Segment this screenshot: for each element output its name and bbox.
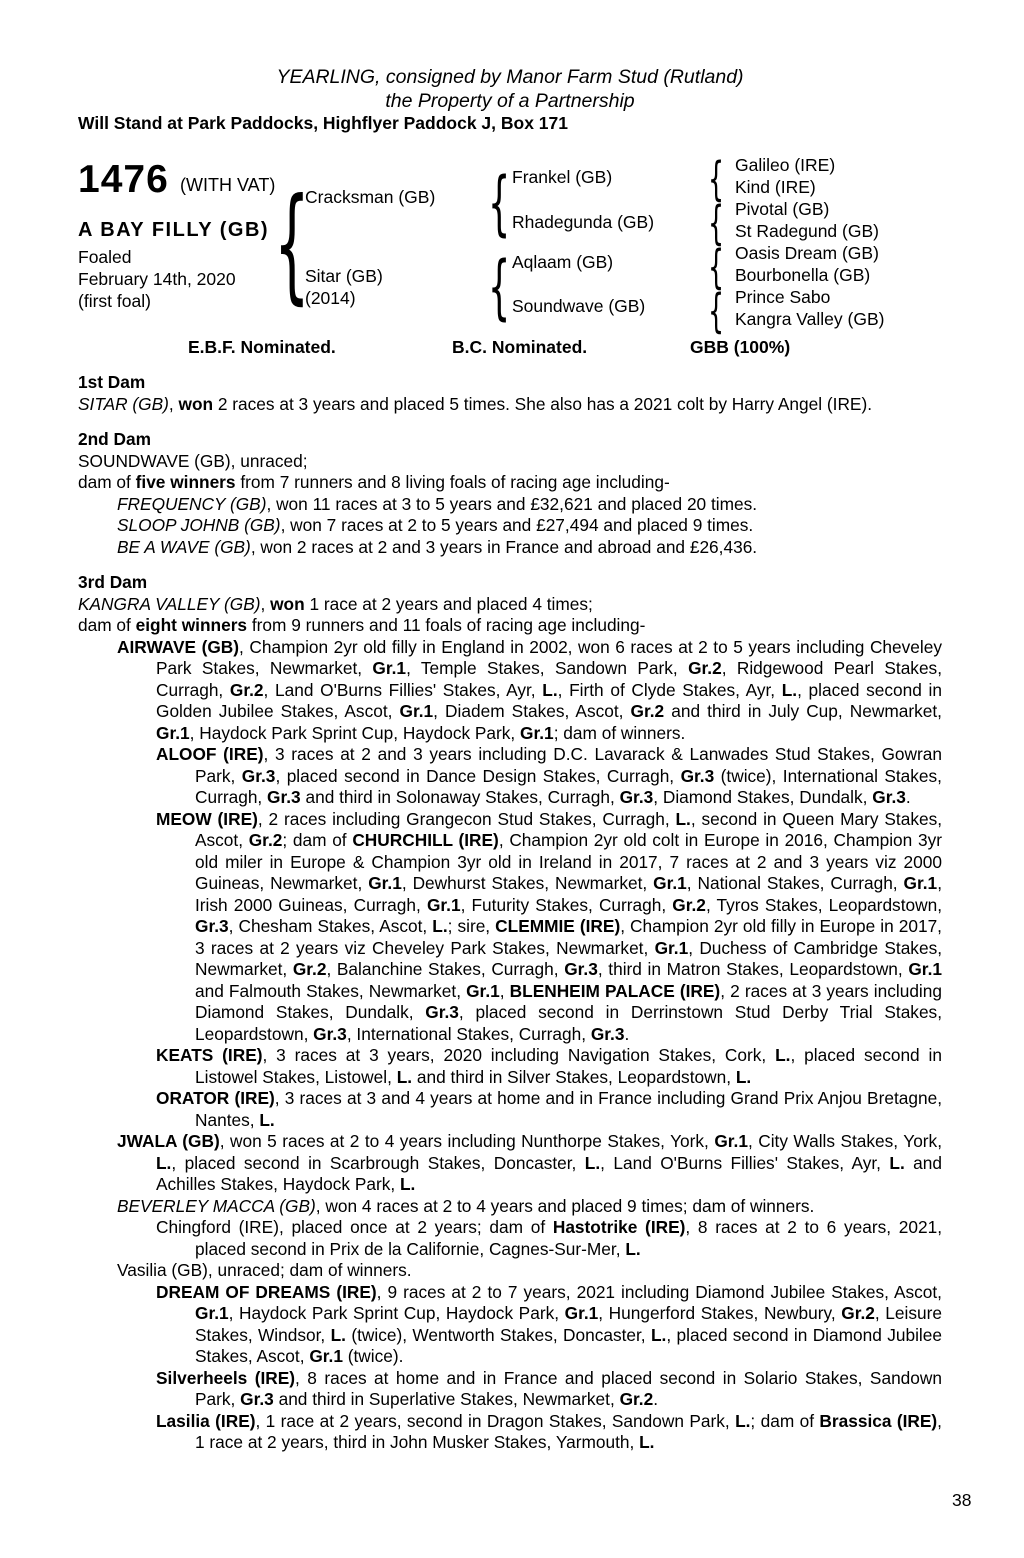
text-run: , won 2 races at 2 and 3 years in France and abroad and £26,436. — [250, 536, 758, 557]
text-run: , Haydock Park Sprint Cup, Haydock Park, — [228, 1303, 565, 1323]
vat-note: (WITH VAT) — [180, 175, 276, 195]
text-run: FREQUENCY (GB) — [117, 493, 267, 514]
text-run: AIRWAVE (GB) — [117, 636, 240, 657]
text-run: . — [905, 787, 911, 807]
pedigree-paragraph — [78, 494, 942, 516]
text-run: and third in Solonaway Stakes, Curragh, — [300, 787, 620, 807]
consignor-line: YEARLING, consigned by Manor Farm Stud (Rutland) — [276, 66, 744, 88]
text-run: , National Stakes, Curragh, — [686, 873, 904, 893]
pedigree-paragraph — [78, 515, 942, 537]
text-run: Gr.1 — [309, 1346, 343, 1366]
text-run: Gr.1 — [195, 1303, 229, 1323]
text-run: and Falmouth Stakes, Newmarket, — [195, 980, 467, 1001]
foaled-date: February 14th, 2020 — [78, 269, 236, 289]
text-run: , Balanchine Stakes, Curragh, — [326, 959, 565, 979]
text-run: Gr.3 — [313, 1023, 347, 1044]
text-run: and third in Silver Stakes, Leopardstown, — [412, 1066, 736, 1087]
text-run: , placed second in Listowel Stakes, Listowel, — [195, 1045, 942, 1087]
pedigree-gen3-6: Bourbonella (GB) — [735, 265, 871, 285]
text-run: , 3 races at 2 and 3 years including D.C. Lavarack & Lanwades Stud Stakes, Gowran Park, — [195, 744, 942, 786]
text-run: L. — [432, 916, 448, 936]
text-run: , International Stakes, Curragh, — [346, 1023, 591, 1044]
text-run: 2 races at 3 years and placed 5 times. She also has a 2021 colt by Harry Angel (IRE). — [213, 393, 873, 414]
text-run: ALOOF (IRE) — [156, 744, 264, 764]
text-run: Gr.2 — [229, 679, 264, 700]
text-run: , Dewhurst Stakes, Newmarket, — [401, 873, 654, 893]
text-run: Gr.1 — [368, 873, 402, 893]
text-run: , Futurity Stakes, Curragh, — [460, 894, 673, 915]
text-run: , Temple Stakes, Sandown Park, — [406, 658, 689, 678]
text-run: L. — [735, 1066, 752, 1087]
pedigree-paragraph — [78, 394, 942, 416]
pedigree-gen3-3: Pivotal (GB) — [735, 199, 830, 219]
text-run: , — [168, 393, 179, 414]
text-run: Gr.3 — [872, 787, 906, 807]
text-run: , 2 races at 3 years including Diamond Stakes, Dundalk, — [195, 980, 942, 1022]
pedigree-brace-gp3: { — [708, 240, 725, 294]
text-run: , won 5 races at 2 to 4 years including Nunthorpe Stakes, York, — [219, 1131, 715, 1151]
text-run: , placed second in Scarbrough Stakes, Doncaster, — [171, 1152, 585, 1173]
text-run: Gr.2 — [688, 658, 722, 678]
text-run: Gr.1 — [714, 1131, 748, 1151]
text-run: (twice), Wentworth Stakes, Doncaster, — [345, 1324, 651, 1345]
pedigree-gen3-4: St Radegund (GB) — [735, 221, 879, 241]
dam-section-heading: 1st Dam — [78, 372, 146, 392]
dam-sections — [78, 372, 942, 1454]
text-run: JWALA (GB) — [117, 1131, 220, 1151]
text-run: KANGRA VALLEY (GB) — [78, 593, 261, 614]
pedigree-brace-sire: { — [488, 162, 511, 244]
text-run: Gr.2 — [248, 830, 283, 850]
text-run: , third in Matron Stakes, Leopardstown, — [597, 959, 909, 979]
pedigree-dam-sire: Aqlaam (GB) — [512, 252, 614, 272]
text-run: L. — [259, 1109, 275, 1130]
text-run: L. — [781, 679, 798, 700]
pedigree-gen3-8: Kangra Valley (GB) — [735, 309, 885, 329]
text-run: Gr.3 — [564, 959, 598, 979]
stand-location-line: Will Stand at Park Paddocks, Highflyer Paddock J, Box 171 — [78, 113, 568, 133]
text-run: Gr.3 — [680, 765, 715, 786]
pedigree-paragraph — [78, 594, 942, 616]
text-run: L. — [156, 1152, 172, 1173]
pedigree-paragraph — [78, 1282, 942, 1368]
text-run: Gr.3 — [619, 787, 654, 807]
pedigree-brace-dam: { — [488, 246, 511, 328]
text-run: , Haydock Park Sprint Cup, Haydock Park, — [189, 722, 521, 743]
text-run: Gr.1 — [653, 873, 687, 893]
text-run: and third in Superlative Stakes, Newmarket, — [273, 1389, 620, 1409]
text-run: , Champion 2yr old filly in England in 2002, won 6 races at 2 to 5 years including Cheveley Park Stakes, Newmarket, — [156, 636, 942, 678]
text-run: ORATOR (IRE) — [156, 1088, 275, 1108]
text-run: Gr.1 — [399, 701, 434, 721]
pedigree-sire-sire: Frankel (GB) — [512, 167, 613, 187]
pedigree-paragraph — [78, 451, 942, 473]
pedigree-brace-gp4: { — [708, 284, 725, 338]
text-run: , Hungerford Stakes, Newbury, — [598, 1303, 842, 1323]
text-run: , Leisure Stakes, Windsor, — [195, 1303, 942, 1345]
pedigree-gen3-1: Galileo (IRE) — [735, 155, 836, 175]
text-run: Lasilia (IRE) — [156, 1410, 256, 1431]
pedigree-dam: Sitar (GB) — [305, 266, 383, 286]
text-run: ; dam of — [750, 1410, 820, 1431]
text-run: , — [499, 980, 510, 1001]
text-run: BE A WAVE (GB) — [117, 536, 251, 557]
text-run: 1 race at 2 years and placed 4 times; — [304, 593, 593, 614]
text-run: Gr.1 — [564, 1303, 599, 1323]
lot-number: 1476 — [78, 158, 169, 201]
text-run: , placed second in Derrinstown Stud Derby Trial Stakes, Leopardstown, — [195, 1002, 943, 1044]
text-run: won — [178, 393, 214, 414]
text-run: , Irish 2000 Guineas, Curragh, — [195, 873, 942, 915]
text-run: , Chesham Stakes, Ascot, — [228, 916, 433, 936]
pedigree-paragraph — [78, 1411, 942, 1454]
text-run: Gr.3 — [590, 1023, 625, 1044]
pedigree-paragraph — [78, 1260, 942, 1282]
text-run: L. — [639, 1432, 655, 1452]
pedigree-paragraph — [78, 537, 942, 559]
text-run: , Land O'Burns Fillies' Stakes, Ayr, — [600, 1152, 890, 1173]
text-run: Brassica (IRE) — [819, 1410, 938, 1431]
text-run: L. — [775, 1045, 791, 1065]
text-run: L. — [330, 1324, 346, 1345]
text-run: ; sire, — [447, 916, 496, 936]
pedigree-paragraph — [78, 1088, 942, 1131]
text-run: CLEMMIE (IRE) — [495, 916, 621, 936]
text-run: Gr.1 — [654, 937, 689, 958]
text-run: SLOOP JOHNB (GB) — [117, 515, 281, 535]
pedigree-paragraph — [78, 472, 942, 494]
text-run: , Diamond Stakes, Dundalk, — [653, 787, 873, 807]
text-run: , — [260, 593, 271, 614]
text-run: BLENHEIM PALACE (IRE) — [509, 980, 721, 1001]
text-run: , 8 races at home and in France and placed second in Solario Stakes, Sandown Park, — [195, 1367, 942, 1409]
text-run: (twice), International Stakes, Curragh, — [195, 765, 942, 807]
text-run: Silverheels (IRE) — [156, 1367, 296, 1388]
text-run: L. — [735, 1410, 751, 1431]
text-run: L. — [625, 1238, 641, 1259]
text-run: L. — [675, 808, 691, 829]
bc-nomination: B.C. Nominated. — [452, 337, 588, 357]
dam-section-heading: 3rd Dam — [78, 572, 148, 592]
text-run: Gr.1 — [520, 722, 554, 743]
pedigree-paragraph — [78, 1217, 942, 1260]
text-run: , won 4 races at 2 to 4 years and placed 9 times; dam of winners. — [315, 1195, 815, 1216]
text-run: ; dam of winners. — [553, 722, 686, 743]
text-run: Gr.2 — [630, 701, 665, 721]
text-run: , Champion 2yr old filly in Europe in 2017, 3 races at 2 years viz Cheveley Park Stakes, Newmarket, — [195, 916, 942, 958]
text-run: , Ridgewood Pearl Stakes, Curragh, — [156, 658, 943, 700]
gbb-nomination: GBB (100%) — [690, 337, 791, 357]
text-run: five winners — [135, 472, 236, 492]
pedigree-gen3-2: Kind (IRE) — [735, 177, 816, 197]
text-run: , 8 races at 2 to 6 years, 2021, placed second in Prix de la Californie, Cagnes-Sur-Mer, — [195, 1217, 942, 1259]
text-run: BEVERLEY MACCA (GB) — [117, 1195, 316, 1216]
text-run: Gr.3 — [267, 787, 301, 807]
text-run: Vasilia (GB), unraced; dam of winners. — [117, 1260, 412, 1280]
text-run: Gr.2 — [619, 1389, 654, 1409]
first-foal-note: (first foal) — [78, 291, 151, 311]
text-run: (twice). — [342, 1346, 404, 1366]
text-run: Gr.1 — [903, 873, 938, 893]
text-run: L. — [396, 1066, 413, 1087]
text-run: , second in Queen Mary Stakes, Ascot, — [195, 808, 943, 850]
text-run: , Diadem Stakes, Ascot, — [433, 701, 631, 721]
pedigree-paragraph — [78, 1196, 942, 1218]
text-run: , Firth of Clyde Stakes, Ayr, — [557, 679, 782, 700]
text-run: KEATS (IRE) — [156, 1045, 263, 1065]
pedigree-paragraph — [78, 637, 942, 745]
text-run: Gr.3 — [425, 1002, 459, 1022]
text-run: , Champion 2yr old colt in Europe in 2016, Champion 3yr old miler in Europe & Champion 3yr old in Ireland in 2017, 7 races at 2 and 3 years viz 2000 Guineas, Newmarket, — [195, 830, 942, 893]
text-run: , 1 race at 2 years, third in John Musker Stakes, Yarmouth, — [195, 1410, 942, 1452]
text-run: L. — [650, 1324, 667, 1345]
pedigree-dam-year: (2014) — [305, 288, 356, 308]
text-run: Gr.2 — [672, 894, 706, 915]
text-run: Gr.1 — [466, 980, 500, 1001]
text-run: from 7 runners and 8 living foals of racing age including- — [235, 472, 670, 492]
pedigree-brace-gen1: { — [274, 172, 310, 317]
dam-section-heading: 2nd Dam — [78, 429, 151, 449]
text-run: , won 7 races at 2 to 5 years and £27,494 and placed 9 times. — [280, 515, 754, 535]
text-run: , won 11 races at 3 to 5 years and £32,621 and placed 20 times. — [266, 493, 758, 514]
text-run: Gr.2 — [841, 1303, 875, 1323]
text-run: MEOW (IRE) — [156, 808, 258, 829]
pedigree-paragraph — [78, 615, 942, 637]
text-run: CHURCHILL (IRE) — [352, 830, 499, 850]
pedigree-gen3-5: Oasis Dream (GB) — [735, 243, 879, 263]
pedigree-brace-gp1: { — [708, 152, 725, 206]
pedigree-paragraph — [78, 809, 942, 1046]
text-run: ; dam of — [282, 830, 353, 850]
text-run: Gr.2 — [292, 959, 327, 979]
text-run: SITAR (GB) — [78, 393, 169, 414]
pedigree-paragraph — [78, 1131, 942, 1196]
text-run: , Duchess of Cambridge Stakes, Newmarket, — [195, 937, 943, 979]
text-run: Gr.3 — [241, 765, 276, 786]
text-run: , Tyros Stakes, Leopardstown, — [705, 894, 942, 915]
text-run: , placed second in Diamond Jubilee Stakes, Ascot, — [195, 1324, 942, 1366]
page-number: 38 — [952, 1490, 972, 1510]
text-run: dam of — [78, 472, 136, 492]
pedigree-paragraph — [78, 744, 942, 809]
text-run: won — [270, 593, 305, 614]
text-run: and Achilles Stakes, Haydock Park, — [156, 1152, 943, 1194]
text-run: . — [653, 1389, 659, 1409]
text-run: Gr.3 — [195, 916, 229, 936]
text-run: Gr.1 — [156, 722, 190, 743]
text-run: eight winners — [135, 615, 248, 635]
text-run: L. — [584, 1152, 601, 1173]
text-run: from 9 runners and 11 foals of racing age including- — [247, 615, 646, 635]
text-run: dam of — [78, 615, 136, 635]
pedigree-brace-gp2: { — [708, 196, 725, 250]
ebf-nomination: E.B.F. Nominated. — [188, 337, 336, 357]
text-run: , 3 races at 3 and 4 years at home and in France including Grand Prix Anjou Bretagne, Nantes, — [195, 1088, 942, 1130]
text-run: , placed second in Dance Design Stakes, Curragh, — [275, 765, 681, 786]
pedigree-dam-dam: Soundwave (GB) — [512, 296, 646, 316]
pedigree-sire-dam: Rhadegunda (GB) — [512, 212, 655, 232]
pedigree-gen3-7: Prince Sabo — [735, 287, 831, 307]
text-run: L. — [889, 1152, 905, 1173]
pedigree-sire: Cracksman (GB) — [305, 187, 436, 207]
pedigree-paragraph — [78, 1368, 942, 1411]
foaled-label: Foaled — [78, 247, 132, 267]
text-run: DREAM OF DREAMS (IRE) — [156, 1281, 377, 1302]
text-run: L. — [399, 1174, 416, 1194]
text-run: Gr.3 — [240, 1389, 274, 1409]
text-run: , 1 race at 2 years, second in Dragon Stakes, Sandown Park, — [255, 1410, 736, 1431]
pedigree-paragraph — [78, 1045, 942, 1088]
text-run: Gr.1 — [908, 959, 942, 979]
text-run: L. — [542, 679, 558, 700]
text-run: , 9 races at 2 to 7 years, 2021 including Diamond Jubilee Stakes, Ascot, — [376, 1281, 942, 1302]
text-run: , 2 races including Grangecon Stud Stakes, Curragh, — [257, 808, 676, 829]
text-run: Gr.1 — [372, 658, 407, 678]
text-run: . — [624, 1023, 630, 1044]
text-run: , placed second in Golden Jubilee Stakes, Ascot, — [156, 679, 942, 721]
property-line: the Property of a Partnership — [385, 90, 635, 112]
text-run: Gr.1 — [426, 894, 461, 915]
text-run: , City Walls Stakes, York, — [747, 1131, 943, 1151]
text-run: , Land O'Burns Fillies' Stakes, Ayr, — [263, 679, 543, 700]
text-run: , 3 races at 3 years, 2020 including Navigation Stakes, Cork, — [262, 1045, 776, 1065]
horse-description: A BAY FILLY (GB) — [78, 219, 270, 241]
text-run: Chingford (IRE), placed once at 2 years; dam of — [156, 1217, 553, 1237]
text-run: Hastotrike (IRE) — [552, 1217, 686, 1237]
text-run: SOUNDWAVE (GB), unraced; — [78, 450, 308, 471]
text-run: and third in July Cup, Newmarket, — [664, 701, 942, 721]
